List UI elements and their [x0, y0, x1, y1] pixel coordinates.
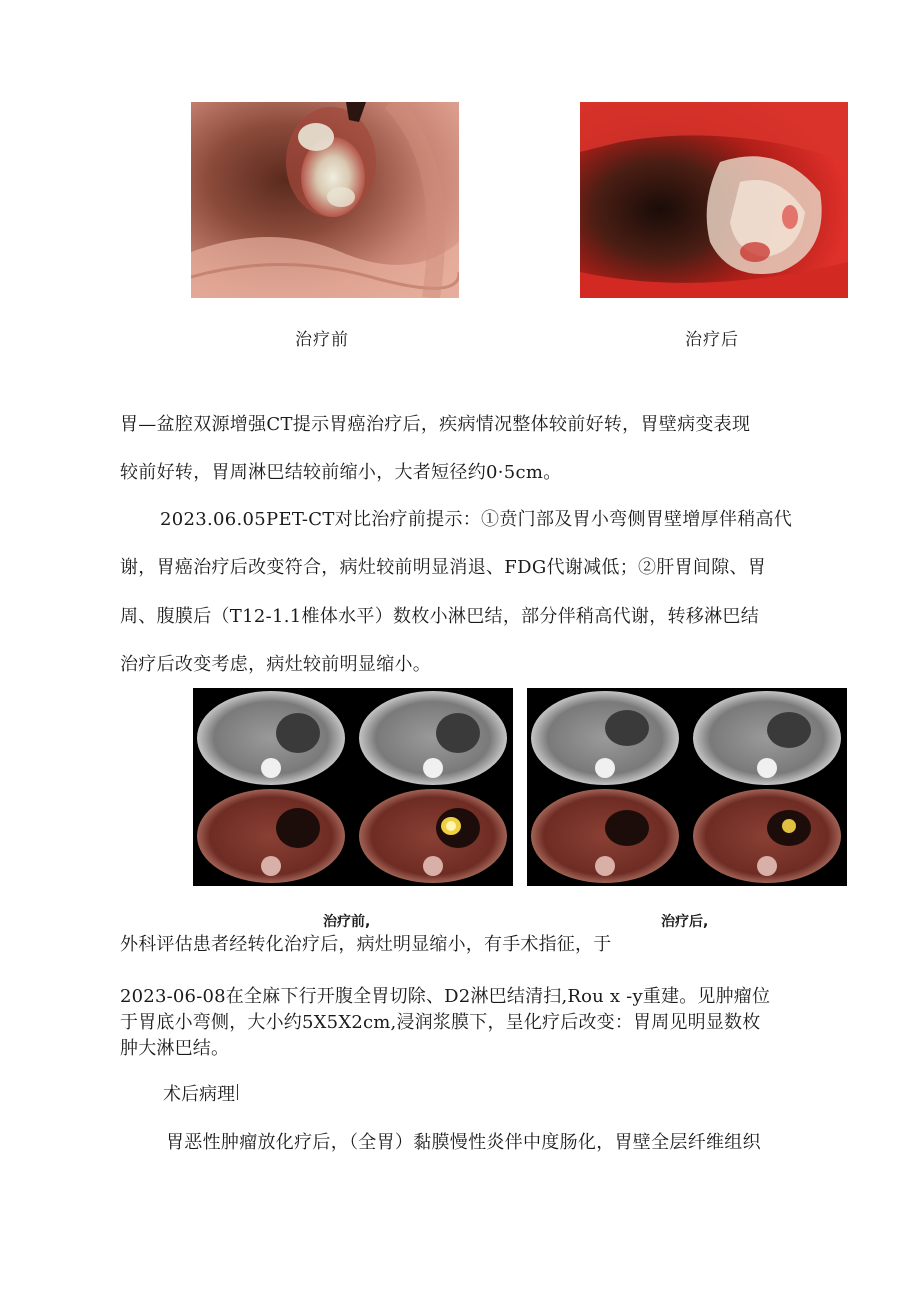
surgery-paragraph-line-4: 肿大淋巴结。	[120, 1038, 230, 1059]
pathology-paragraph-line-1: 胃恶性肿瘤放化疗后，（全胃）黏膜慢性炎伴中度肠化，胃壁全层纤维组织	[166, 1132, 761, 1153]
endoscopy-before-image	[191, 102, 459, 298]
ct-paragraph-line-1: 胃—盆腔双源增强CT提示胃癌治疗后，疾病情况整体较前好转，胃壁病变表现	[120, 414, 751, 435]
pet-paragraph-line-3: 周、腹膜后（T12-1.1椎体水平）数枚小淋巴结，部分伴稍高代谢，转移淋巴结	[120, 606, 760, 627]
pet-paragraph-line-2: 谢，胃癌治疗后改变符合，病灶较前明显消退、FDG代谢减低；②肝胃间隙、胃	[120, 557, 767, 578]
pet-paragraph-line-4: 治疗后改变考虑，病灶较前明显缩小。	[120, 654, 432, 675]
pathology-heading: 术后病理	[163, 1084, 235, 1105]
pet-ct-after-image	[527, 688, 847, 886]
pet-ct-before-image	[193, 688, 513, 886]
heading-marker	[237, 1084, 238, 1100]
surgery-paragraph-line-1: 外科评估患者经转化治疗后，病灶明显缩小，有手术指征，于	[120, 934, 612, 955]
endoscopy-before-caption: 治疗前	[295, 330, 349, 350]
surgery-paragraph-line-2: 2023-06-08在全麻下行开腹全胃切除、D2淋巴结清扫,Rou x -y重建。见肿瘤位	[120, 986, 771, 1007]
surgery-paragraph-line-3: 于胃底小弯侧，大小约5X5X2cm,浸润浆膜下，呈化疗后改变：胃周见明显数枚	[120, 1012, 761, 1033]
pet-ct-before-caption: 治疗前,	[323, 914, 371, 930]
ct-paragraph-line-2: 较前好转，胃周淋巴结较前缩小，大者短径约0·5cm。	[120, 462, 562, 483]
endoscopy-after-caption: 治疗后	[685, 330, 739, 350]
endoscopy-after-image	[580, 102, 848, 298]
pet-paragraph-line-1: 2023.06.05PET-CT对比治疗前提示：①贲门部及胃小弯侧胃壁增厚伴稍高代	[160, 509, 793, 530]
pet-ct-after-caption: 治疗后,	[661, 914, 709, 930]
